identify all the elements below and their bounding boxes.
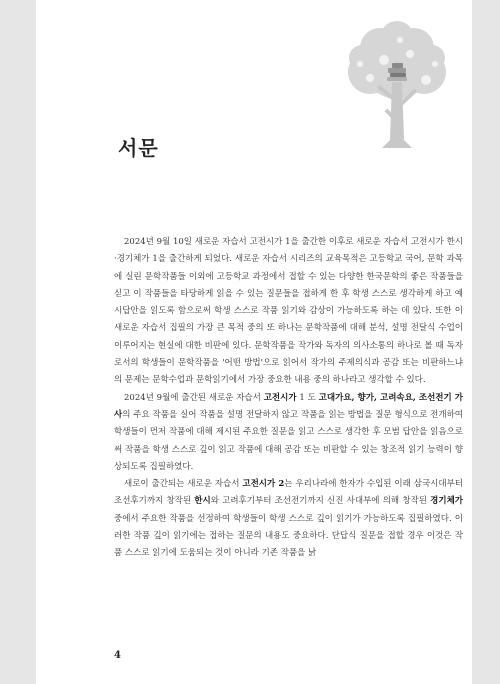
paragraph-text: 는 우리나라에 한자가 수입된 이래 삼국시대부터 조선후기까지 창작된: [114, 479, 464, 507]
book-page: [36, 0, 472, 684]
bold-title-text: 고전시가: [263, 392, 297, 403]
paragraph-text: 의 주요 작품을 실어 작품을 설명 전달하지 않고 작품을 읽는 방법을 질문 형식으로 전개하여 학생들이 먼저 작품에 대해 제시된 주요한 질문을 읽고 스스로 생각한 후 모범 답안을 읽음으로써 작품을 학생 스스로 깊이 읽고 작품에 대해 공감 또는 비판할 수 있는 창조적 읽기 능력이 향상되도록 집필하였다.: [114, 409, 463, 472]
paragraph-text: 새로이 출간되는 새로운 자습서: [124, 479, 243, 490]
page-number: 4: [114, 650, 121, 661]
bold-title-text: 고대가요, 향가, 고려속요, 조선전기 가사: [114, 392, 463, 420]
bold-title-text: 한시: [194, 496, 211, 507]
paragraph-text: 2024년 9월에 출간된 새로운 자습서: [124, 392, 264, 403]
tree-illustration: [340, 20, 454, 150]
bold-title-text: 경기체가: [430, 496, 464, 507]
paragraph: [114, 476, 463, 562]
paragraph-text: 1 도: [296, 392, 319, 403]
body-text: [114, 234, 463, 563]
paragraph-text: 중에서 주요한 작품을 선정하여 학생들이 학생 스스로 깊이 읽기가 가능하도록 집필하였다. 이러한 작품 깊이 읽기에는 접하는 질문의 내용도 중요하다. 단답식 질문을 접할 경우 이것은 작품 스스로 읽기에 도움되는 것이 아니라 기존 작품을 낡: [114, 513, 463, 559]
paragraph-text: 와 고려후기부터 조선전기까지 신진 사대부에 의해 창작된: [210, 496, 431, 507]
bold-title-text: 고전시가 2: [242, 479, 285, 490]
paragraph-text: 2024년 9월 10일 새로운 자습서 고전시가 1을 출간한 이후로 새로운 자습서 고전시가 한시·경기체가 1을 출간하게 되었다. 새로운 자습서 시리즈의 교육목적은 고등학교 국어, 문학 과목에 실린 문학작품들 이외에 고등학교 과정에서 접할 수 있는 다양한 한국문학의 좋은 작품들을 싣고 이 작품들을 타당하게 읽을 수 있는 질문들을 접하게 한 후 학생 스스로 생각하게 하고 예시답안을 읽도록 함으로써 학생 스스로 작품 읽기와 감상이 가능하도록 하는 데 있다. 또한 이 새로운 자습서 집필의 가장 큰 목적 중의 또 하나는 문학작품에 대해 분석, 설명 전달식 수업이 이루어지는 현실에 대한 비판에 있다. 문학작품을 작가와 독자의 의사소통의 하나로 볼 때 독자로서의 학생들이 문학작품을 '어떤 방법'으로 읽어서 작가의 주제의식과 공감 또는 비판하느냐의 문제는 문학수업과 문학읽기에서 가장 중요한 내용 중의 하나라고 생각할 수 있다.: [114, 237, 463, 386]
paragraph: [114, 234, 463, 390]
page-title: 서문: [118, 136, 159, 160]
paragraph: [114, 390, 463, 476]
